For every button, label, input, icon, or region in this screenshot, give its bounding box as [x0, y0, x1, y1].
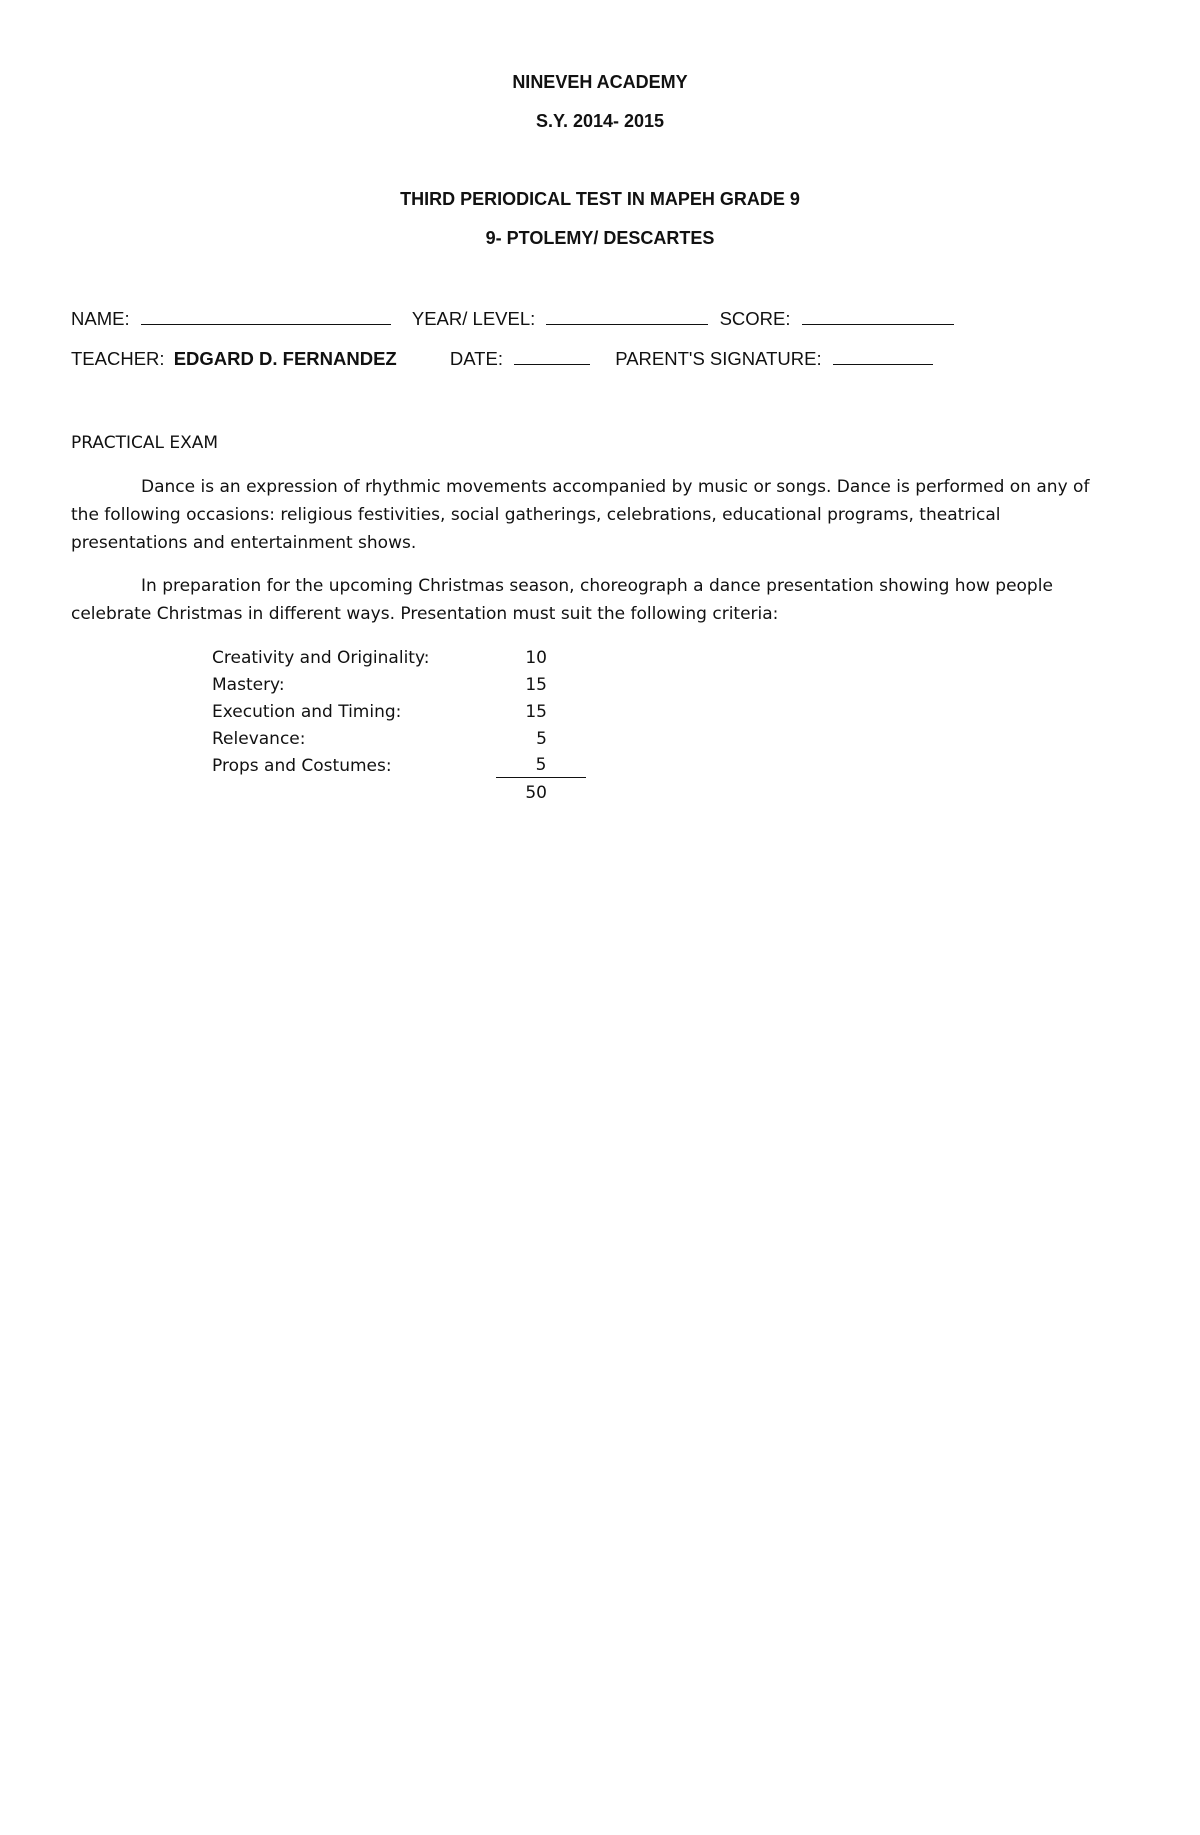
criteria-label: Execution and Timing:: [212, 702, 402, 722]
criteria-label: Creativity and Originality:: [212, 648, 430, 668]
year-level-label: YEAR/ LEVEL:: [411, 308, 536, 329]
paragraph-instructions: In preparation for the upcoming Christmas season, choreograph a dance presentation showing how people celebrate Christmas in different ways. Presentation must suit the following criteria:: [71, 576, 1053, 624]
score-label: SCORE:: [719, 308, 791, 329]
school-year: S.Y. 2014- 2015: [535, 111, 665, 131]
criteria-total: 50: [525, 783, 547, 803]
name-blank[interactable]: [141, 307, 391, 325]
criteria-points: 15: [525, 702, 547, 722]
test-title: THIRD PERIODICAL TEST IN MAPEH GRADE 9: [400, 189, 800, 209]
date-label: DATE:: [449, 348, 503, 369]
criteria-row: [212, 672, 612, 699]
criteria-row: [212, 726, 612, 753]
paragraph-dance-definition: Dance is an expression of rhythmic movements accompanied by music or songs. Dance is performed on any of the following occasions: religious festivities, social gatherings, celebrations, educational programs, theatrical presentations and entertainment shows.: [71, 477, 1090, 553]
criteria-list: [212, 645, 612, 807]
criteria-row: [212, 699, 612, 726]
teacher-name: EDGARD D. FERNANDEZ: [173, 348, 397, 369]
score-blank[interactable]: [802, 307, 954, 325]
parent-signature-label: PARENT'S SIGNATURE:: [615, 348, 822, 369]
criteria-label: Mastery:: [212, 675, 285, 695]
school-name: NINEVEH ACADEMY: [512, 72, 688, 92]
teacher-info-row: [71, 347, 933, 370]
criteria-points: 5: [536, 729, 547, 749]
criteria-label: Relevance:: [212, 729, 306, 749]
year-level-blank[interactable]: [546, 307, 708, 325]
section-title: PRACTICAL EXAM: [71, 433, 219, 453]
criteria-label: Props and Costumes:: [212, 756, 392, 776]
parent-signature-blank[interactable]: [833, 347, 933, 365]
criteria-row: [212, 645, 612, 672]
criteria-total-row: [212, 780, 612, 807]
criteria-row: [212, 753, 612, 780]
name-label: NAME:: [71, 308, 130, 329]
class-sections: 9- PTOLEMY/ DESCARTES: [485, 228, 715, 248]
teacher-label: TEACHER:: [71, 348, 165, 369]
criteria-points-underlined: 5: [496, 753, 586, 778]
student-info-row: [71, 307, 954, 330]
date-blank[interactable]: [514, 347, 590, 365]
criteria-points: 10: [525, 648, 547, 668]
criteria-points: 15: [525, 675, 547, 695]
